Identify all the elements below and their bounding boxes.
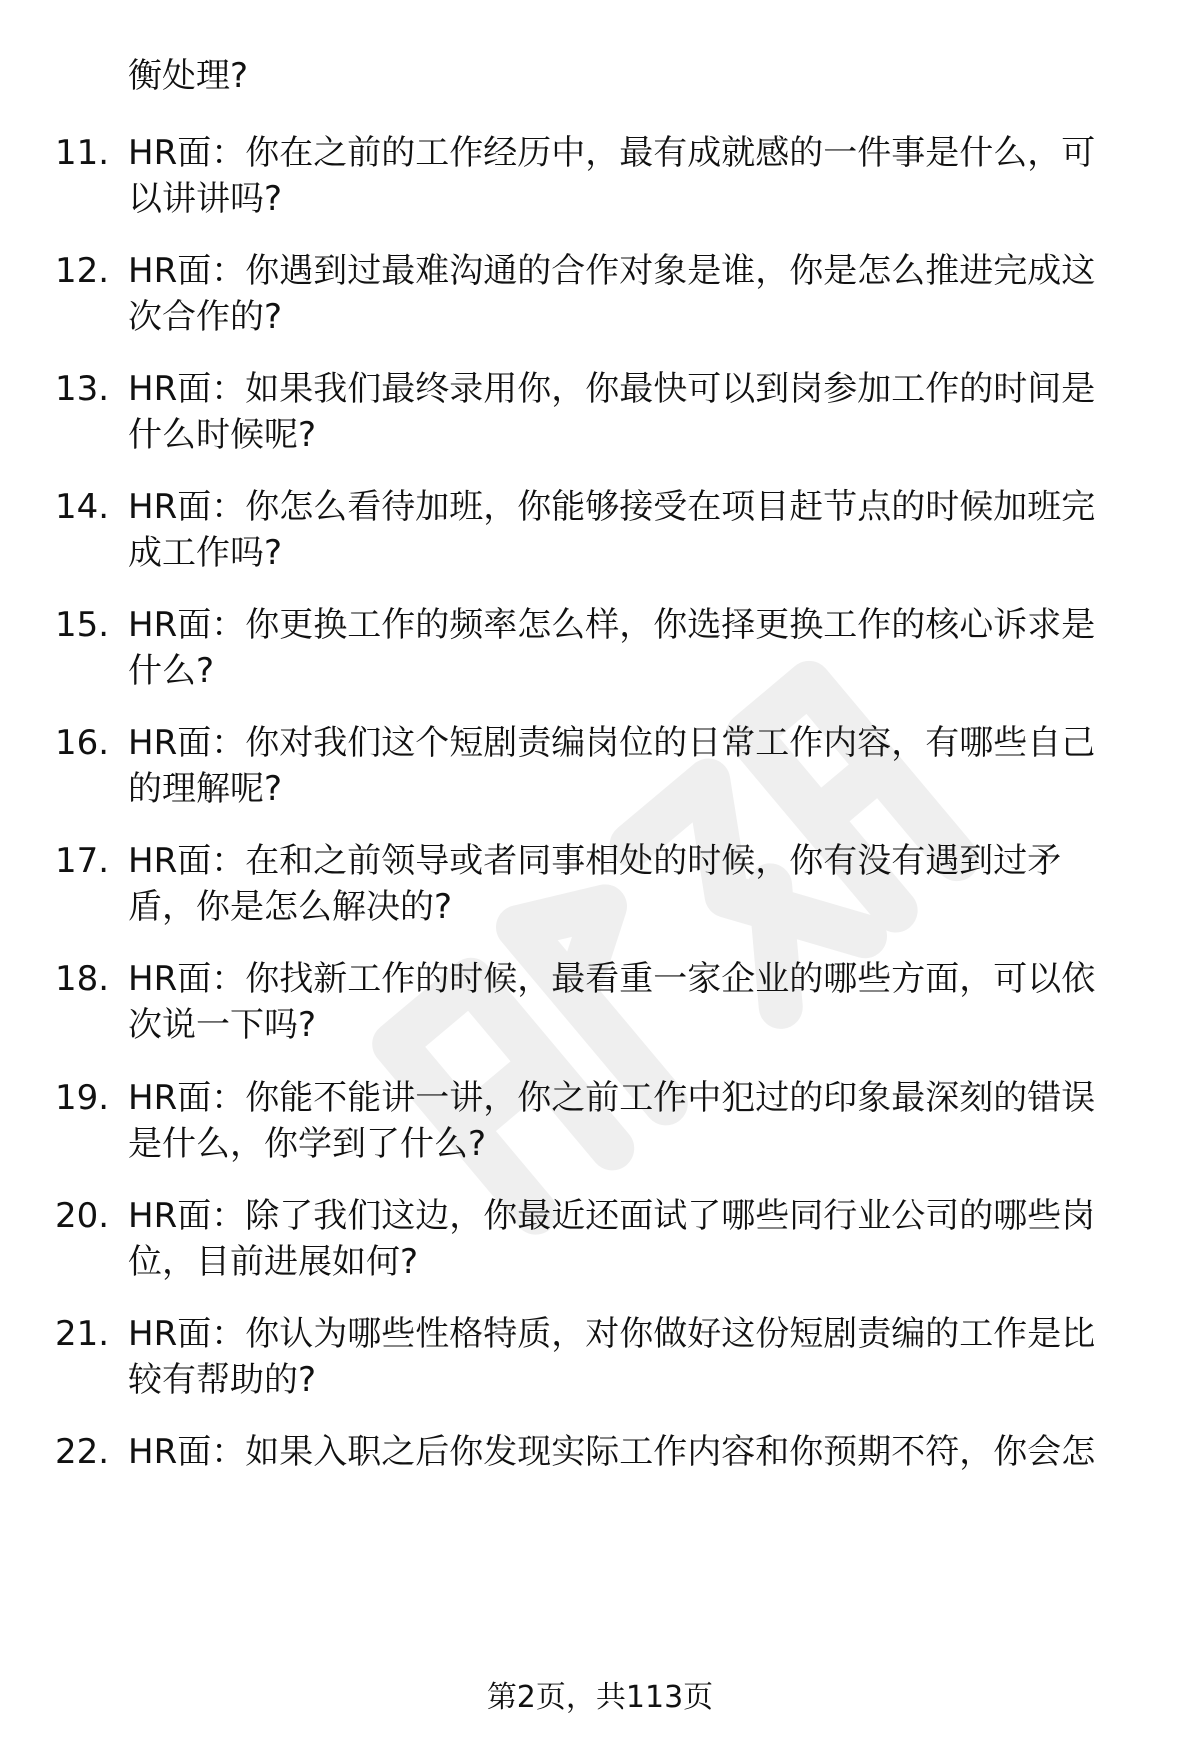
question-number: 20. [55,1196,110,1236]
question-text: HR面：你认为哪些性格特质，对你做好这份短剧责编的工作是比 较有帮助的? [128,1314,1096,1400]
question-text: HR面：你在之前的工作经历中，最有成就感的一件事是什么，可 以讲讲吗? [128,133,1096,219]
question-number: 21. [55,1314,110,1354]
question-text: HR面：你遇到过最难沟通的合作对象是谁，你是怎么推进完成这 次合作的? [128,251,1096,337]
question-text: HR面：你对我们这个短剧责编岗位的日常工作内容，有哪些自己 的理解呢? [128,723,1096,809]
question-number: 13. [55,369,110,409]
question-text: HR面：你找新工作的时候，最看重一家企业的哪些方面，可以依 次说一下吗? [128,959,1096,1045]
question-text: HR面：除了我们这边，你最近还面试了哪些同行业公司的哪些岗 位，目前进展如何? [128,1196,1096,1282]
question-number: 12. [55,251,110,291]
question-text: HR面：如果我们最终录用你，你最快可以到岗参加工作的时间是 什么时候呢? [128,369,1096,455]
question-number: 11. [55,133,110,173]
question-number: 22. [55,1432,110,1472]
question-text: HR面：你能不能讲一讲，你之前工作中犯过的印象最深刻的错误 是什么，你学到了什么? [128,1078,1096,1164]
question-number: 17. [55,841,110,881]
question-text: 衡处理? [128,56,249,96]
question-number: 16. [55,723,110,763]
question-number: 15. [55,605,110,645]
question-number: 19. [55,1078,110,1118]
question-number: 18. [55,959,110,999]
question-text: HR面：如果入职之后你发现实际工作内容和你预期不符，你会怎 [128,1432,1096,1472]
question-text: HR面：你更换工作的频率怎么样，你选择更换工作的核心诉求是 什么? [128,605,1096,691]
question-number: 14. [55,487,110,527]
question-text: HR面：在和之前领导或者同事相处的时候，你有没有遇到过矛 盾，你是怎么解决的? [128,841,1062,927]
question-text: HR面：你怎么看待加班，你能够接受在项目赶节点的时候加班完 成工作吗? [128,487,1096,573]
page-number-footer: 第2页，共113页 [486,1680,714,1715]
